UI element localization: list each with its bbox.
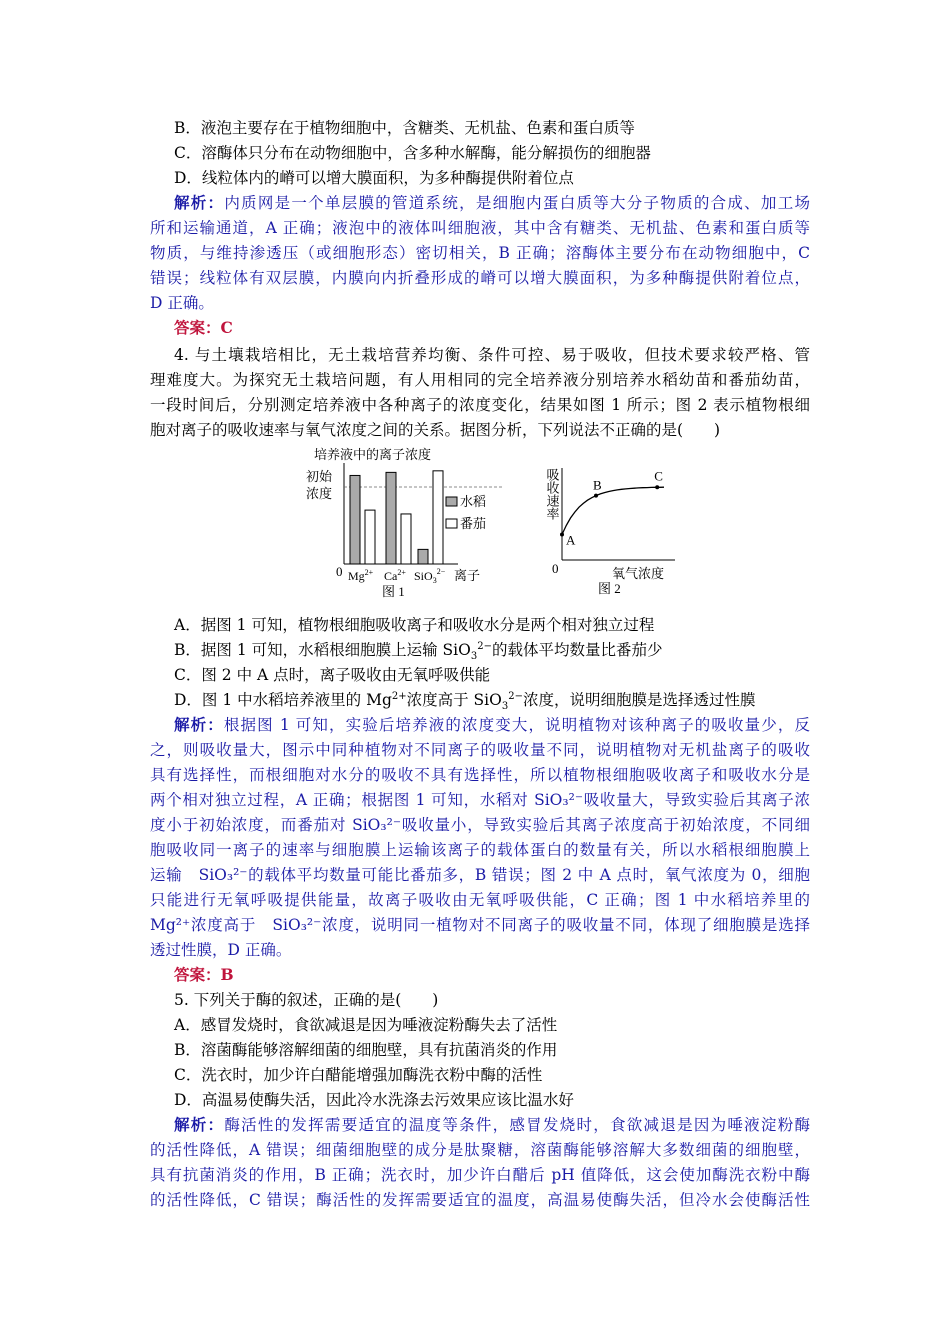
q3-analysis-label: 解析： bbox=[174, 193, 225, 212]
q5-analysis-line-3: 具有抗菌消炎的作用，B 正确；洗衣时，加少许白醋后 pH 值降低，这会使加酶洗衣粉中酶 bbox=[150, 1166, 810, 1184]
q4-stem-line-1: 4. 与土壤栽培相比，无土栽培营养均衡、条件可控、易于吸收，但技术要求较严格、管 bbox=[174, 346, 810, 364]
fig1-legend-tomato: 番茄 bbox=[460, 516, 487, 531]
q4-answer-label: 答案： bbox=[174, 965, 221, 984]
fig1-legend-rice: 水稻 bbox=[460, 494, 487, 509]
q5-analysis-label: 解析： bbox=[174, 1115, 225, 1134]
q4-analysis-line-4: 两个相对独立过程，A 正确；根据图 1 可知，水稻对 SiO₃²⁻吸收量大，导致实验后其离子浓 bbox=[150, 791, 810, 809]
q4-option-b: B．据图 1 可知，水稻根细胞膜上运输 SiO$_3^{2-}$的载体平均数量比番茄少 bbox=[174, 640, 663, 663]
figure-1-bar-chart bbox=[300, 446, 510, 606]
fig1-xlabel: 离子 bbox=[454, 568, 481, 583]
fig1-bar-rice-0 bbox=[350, 475, 360, 564]
q3-analysis-line-4: 错误；线粒体有双层膜，内膜向内折叠形成的嵴可以增大膜面积，为多种酶提供附着位点， bbox=[150, 269, 810, 287]
q3-answer bbox=[174, 316, 834, 340]
fig2-origin: 0 bbox=[552, 561, 559, 576]
fig1-ylabel-2: 浓度 bbox=[306, 486, 333, 501]
q4-stem-line-2: 理难度大。为探究无土栽培问题，有人用相同的完全培养液分别培养水稻幼苗和番茄幼苗， bbox=[150, 371, 810, 389]
q3-option-d: D．线粒体内的嵴可以增大膜面积，为多种酶提供附着位点 bbox=[174, 169, 574, 187]
fig2-curve bbox=[562, 487, 664, 534]
q4-analysis-line-2: 之，则吸收量大，图示中同种植物对不同离子的吸收量不同，说明植物对无机盐离子的吸收 bbox=[150, 741, 810, 759]
fig2-point-C bbox=[655, 485, 659, 489]
q5-analysis-line-2: 的活性降低，A 错误；细菌细胞壁的成分是肽聚糖，溶菌酶能够溶解大多数细菌的细胞壁， bbox=[150, 1141, 810, 1159]
q5-analysis-line-1: 解析：酶活性的发挥需要适宜的温度等条件，感冒发烧时，食欲减退是因为唾液淀粉酶 bbox=[174, 1115, 810, 1134]
q3-analysis-line-1: 解析：内质网是一个单层膜的管道系统，是细胞内蛋白质等大分子物质的合成、加工场 bbox=[174, 193, 810, 212]
q4-stem-line-4: 胞对离子的吸收速率与氧气浓度之间的关系。据图分析，下列说法不正确的是( ) bbox=[150, 421, 721, 439]
q5-option-b: B．溶菌酶能够溶解细菌的细胞壁，具有抗菌消炎的作用 bbox=[174, 1041, 558, 1059]
q3-analysis-line-3: 物质，与维持渗透压（或细胞形态）密切相关，B 正确；溶酶体主要分布在动物细胞中，C bbox=[150, 244, 810, 262]
q4-option-c: C．图 2 中 A 点时，离子吸收由无氧呼吸供能 bbox=[174, 666, 491, 684]
q4-answer bbox=[174, 963, 834, 987]
fig2-label-C: C bbox=[654, 468, 663, 484]
q4-stem-line-3: 一段时间后，分别测定培养液中各种离子的浓度变化，结果如图 1 所示；图 2 表示植物根细 bbox=[150, 396, 810, 414]
q3-analysis-line-5: D 正确。 bbox=[150, 294, 214, 312]
fig1-origin: 0 bbox=[336, 564, 343, 579]
fig1-bar-tomato-0 bbox=[365, 510, 375, 564]
fig1-tick-mg: $Mg^{2+}$ bbox=[348, 568, 374, 583]
fig2-xlabel: 氧气浓度 bbox=[612, 566, 665, 581]
q4-answer-value: B bbox=[220, 965, 234, 984]
fig2-caption: 图 2 bbox=[598, 581, 621, 596]
fig1-bar-rice-1 bbox=[386, 472, 396, 564]
fig1-ylabel-1: 初始 bbox=[306, 469, 333, 484]
fig2-ylabel: 吸收速率 bbox=[544, 468, 560, 520]
fig2-label-A: A bbox=[566, 532, 576, 548]
q5-option-a: A．感冒发烧时，食欲减退是因为唾液淀粉酶失去了活性 bbox=[174, 1016, 558, 1034]
q3-option-b: B．液泡主要存在于植物细胞中，含糖类、无机盐、色素和蛋白质等 bbox=[174, 119, 635, 137]
q4-analysis-label: 解析： bbox=[174, 715, 224, 734]
q3-answer-label: 答案： bbox=[174, 318, 221, 337]
fig2-point-A bbox=[560, 533, 564, 537]
q4-analysis-line-6: 胞吸收同一离子的速率与细胞膜上运输该离子的载体蛋白的数量有关，所以水稻根细胞膜上 bbox=[150, 841, 810, 859]
fig1-bar-tomato-1 bbox=[401, 514, 411, 564]
q5-option-d: D．高温易使酶失活，因此冷水洗涤去污效果应该比温水好 bbox=[174, 1091, 574, 1109]
fig1-caption: 图 1 bbox=[382, 584, 405, 599]
fig2-label-B: B bbox=[593, 477, 602, 493]
fig1-title: 培养液中的离子浓度 bbox=[314, 447, 432, 462]
q4-analysis-line-3: 具有选择性，而根细胞对水分的吸收不具有选择性，所以植物根细胞吸收离子和吸收水分是 bbox=[150, 766, 810, 784]
q4-analysis-line-9: Mg²⁺浓度高于 SiO₃²⁻浓度，说明同一植物对不同离子的吸收量不同，体现了细胞膜是选择 bbox=[150, 916, 810, 934]
q4-analysis-line-1: 解析：根据图 1 可知，实验后培养液的浓度变大，说明植物对该种离子的吸收量少，反 bbox=[174, 715, 810, 734]
fig1-tick-ca: $Ca^{2+}$ bbox=[384, 568, 406, 583]
q5-stem: 5. 下列关于酶的叙述，正确的是( ) bbox=[174, 991, 439, 1009]
q5-option-c: C．洗衣时，加少许白醋能增强加酶洗衣粉中酶的活性 bbox=[174, 1066, 543, 1084]
q3-option-c: C．溶酶体只分布在动物细胞中，含多种水解酶，能分解损伤的细胞器 bbox=[174, 144, 651, 162]
fig1-tick-sio3: SiO$_3^{2-}$ bbox=[414, 567, 446, 585]
figure-2-line-chart bbox=[540, 460, 690, 600]
q3-answer-value: C bbox=[220, 318, 233, 337]
fig1-bar-tomato-2 bbox=[433, 471, 443, 564]
fig2-point-B bbox=[594, 494, 598, 498]
q4-analysis-line-10: 透过性膜，D 正确。 bbox=[150, 941, 292, 959]
fig1-legend-swatch-rice bbox=[446, 497, 457, 506]
q4-analysis-line-7: 运输 SiO₃²⁻的载体平均数量可能比番茄多，B 错误；图 2 中 A 点时，氧气浓度为 0，细胞 bbox=[150, 866, 810, 884]
q3-analysis-line-2: 所和运输通道，A 正确；液泡中的液体叫细胞液，其中含有糖类、无机盐、色素和蛋白质等 bbox=[150, 219, 810, 237]
q4-option-d: D．图 1 中水稻培养液里的 $Mg^{2+}$浓度高于 SiO$_3^{2-}$浓度，说明细胞膜是选择透过性膜 bbox=[174, 690, 756, 713]
q4-option-a: A．据图 1 可知，植物根细胞吸收离子和吸收水分是两个相对独立过程 bbox=[174, 616, 655, 634]
fig1-bar-rice-2 bbox=[418, 549, 428, 564]
q4-analysis-line-8: 只能进行无氧呼吸提供能量，故离子吸收由无氧呼吸供能，C 正确；图 1 中水稻培养里的 bbox=[150, 891, 810, 909]
q4-analysis-line-5: 度小于初始浓度，而番茄对 SiO₃²⁻吸收量小，导致实验后其离子浓度高于初始浓度，不同细 bbox=[150, 816, 810, 834]
q5-analysis-line-4: 的活性降低，C 错误；酶活性的发挥需要适宜的温度，高温易使酶失活，但冷水会使酶活性 bbox=[150, 1191, 810, 1209]
fig1-legend-swatch-tomato bbox=[446, 519, 457, 528]
